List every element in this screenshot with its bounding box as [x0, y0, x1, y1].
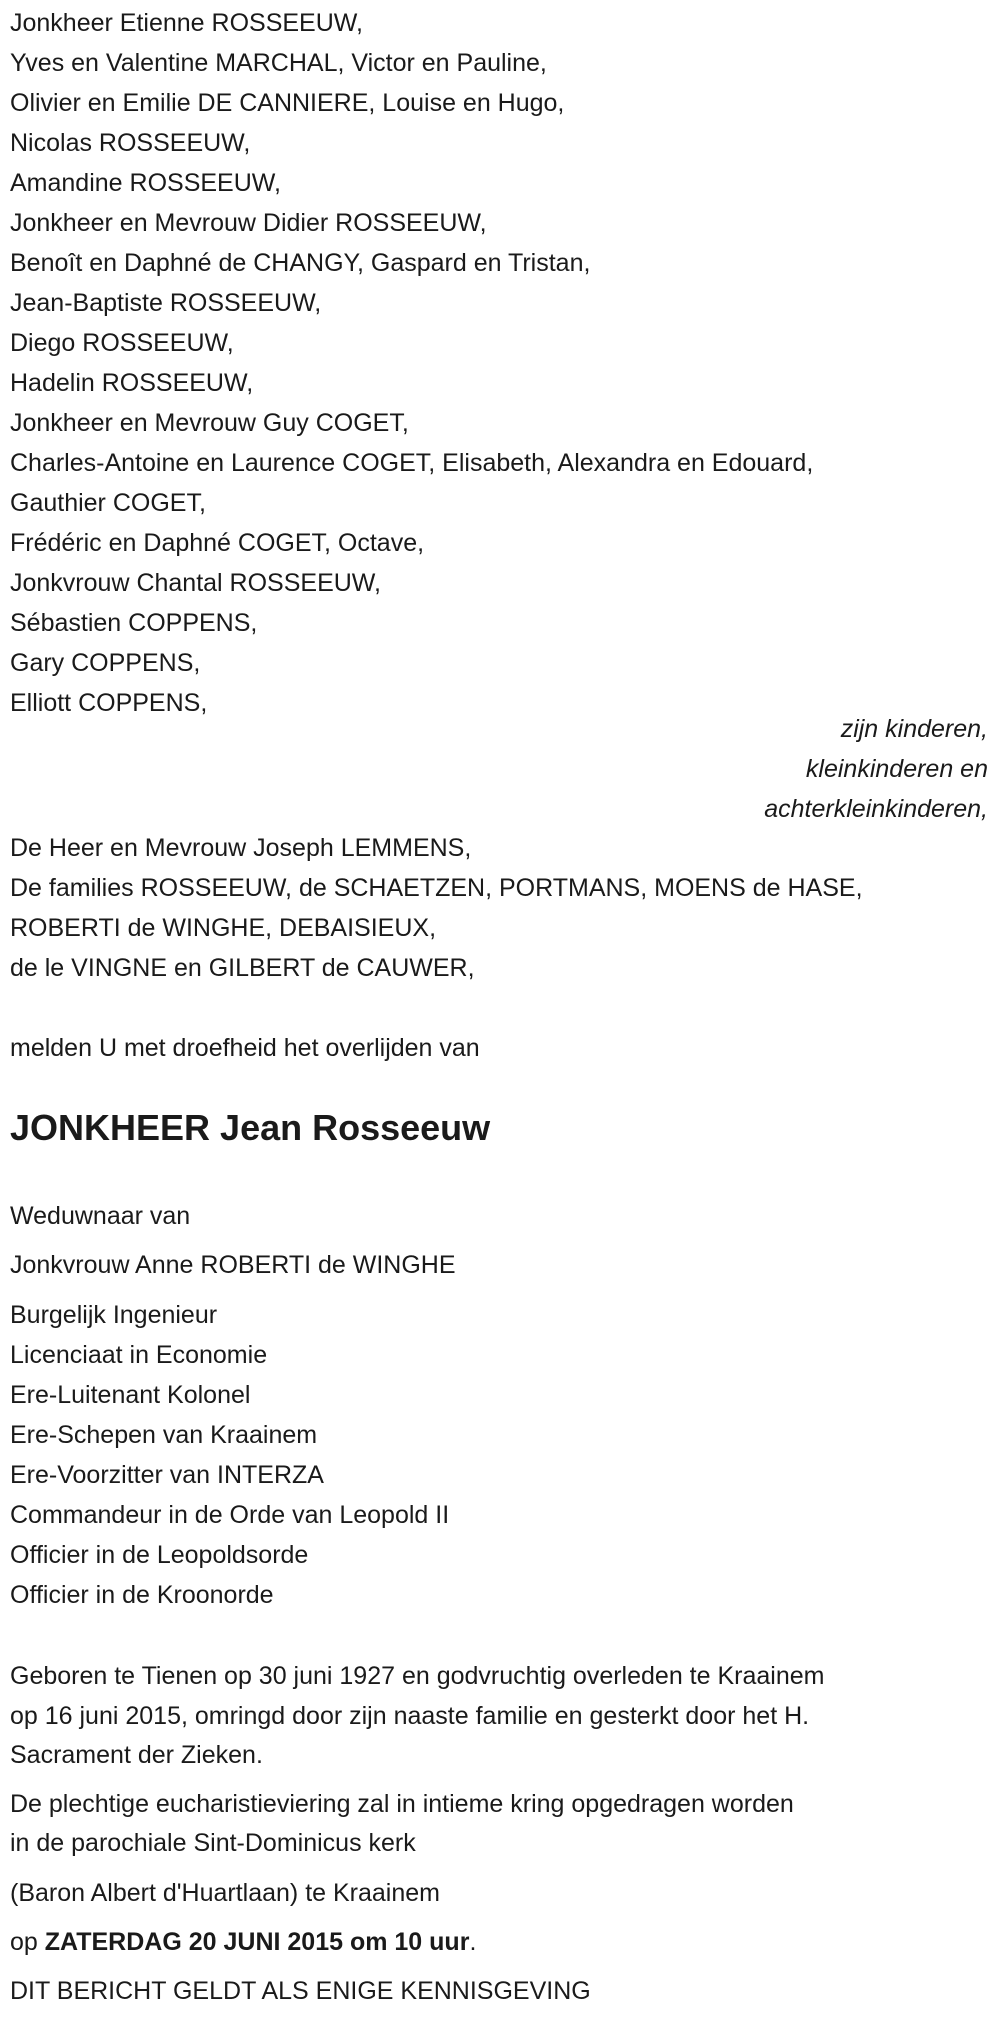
relation-line: kleinkinderen en: [805, 755, 988, 783]
title-line: Ere-Luitenant Kolonel: [10, 1381, 251, 1409]
family-line: Diego ROSSEEUW,: [10, 329, 234, 357]
family-line: Yves en Valentine MARCHAL, Victor en Pauline,: [10, 49, 547, 77]
ceremony-date-line: [10, 1927, 476, 1957]
family-line: Jean-Baptiste ROSSEEUW,: [10, 289, 322, 317]
paragraph-line: op 16 juni 2015, omringd door zijn naaste familie en gesterkt door het H.: [10, 1702, 810, 1730]
relation-line: achterkleinkinderen,: [764, 795, 988, 823]
title-line: Officier in de Leopoldsorde: [10, 1541, 309, 1569]
others-line: ROBERTI de WINGHE, DEBAISIEUX,: [10, 914, 437, 942]
others-line: De families ROSSEEUW, de SCHAETZEN, PORTMANS, MOENS de HASE,: [10, 874, 863, 902]
others-line: de le VINGNE en GILBERT de CAUWER,: [10, 954, 475, 982]
family-line: Sébastien COPPENS,: [10, 609, 258, 637]
spouse-name: Jonkvrouw Anne ROBERTI de WINGHE: [10, 1251, 456, 1279]
family-line: Elliott COPPENS,: [10, 689, 208, 717]
family-line: Jonkvrouw Chantal ROSSEEUW,: [10, 569, 381, 597]
family-line: Gary COPPENS,: [10, 649, 201, 677]
family-line: Jonkheer en Mevrouw Didier ROSSEEUW,: [10, 209, 487, 237]
ceremony-date: ZATERDAG 20 JUNI 2015 om 10 uur: [44, 1928, 470, 1956]
date-prefix: op: [10, 1928, 45, 1956]
family-line: Frédéric en Daphné COGET, Octave,: [10, 529, 425, 557]
paragraph-line: Sacrament der Zieken.: [10, 1741, 263, 1769]
family-line: Olivier en Emilie DE CANNIERE, Louise en Hugo,: [10, 89, 565, 117]
announcement: melden U met droefheid het overlijden van: [10, 1034, 480, 1062]
family-line: Charles-Antoine en Laurence COGET, Elisabeth, Alexandra en Edouard,: [10, 449, 814, 477]
date-suffix: .: [469, 1928, 477, 1956]
title-line: Ere-Schepen van Kraainem: [10, 1421, 318, 1449]
family-line: Benoît en Daphné de CHANGY, Gaspard en Tristan,: [10, 249, 591, 277]
relation-line: zijn kinderen,: [840, 715, 988, 743]
paragraph-line: in de parochiale Sint-Dominicus kerk: [10, 1829, 416, 1857]
family-line: Amandine ROSSEEUW,: [10, 169, 281, 197]
family-line: Jonkheer Etienne ROSSEEUW,: [10, 9, 363, 37]
title-line: Ere-Voorzitter van INTERZA: [10, 1461, 324, 1489]
family-line: Gauthier COGET,: [10, 489, 206, 517]
widower-label: Weduwnaar van: [10, 1202, 191, 1230]
notice: DIT BERICHT GELDT ALS ENIGE KENNISGEVING: [10, 1977, 591, 2005]
family-line: Hadelin ROSSEEUW,: [10, 369, 254, 397]
others-line: De Heer en Mevrouw Joseph LEMMENS,: [10, 834, 472, 862]
paragraph-line: Geboren te Tienen op 30 juni 1927 en godvruchtig overleden te Kraainem: [10, 1662, 825, 1690]
title-line: Officier in de Kroonorde: [10, 1581, 274, 1609]
family-line: Jonkheer en Mevrouw Guy COGET,: [10, 409, 409, 437]
title-line: Commandeur in de Orde van Leopold II: [10, 1501, 450, 1529]
deceased-name: JONKHEER Jean Rosseeuw: [10, 1107, 491, 1148]
paragraph-line: De plechtige eucharistieviering zal in intieme kring opgedragen worden: [10, 1790, 794, 1818]
title-line: Burgelijk Ingenieur: [10, 1301, 218, 1329]
title-line: Licenciaat in Economie: [10, 1341, 268, 1369]
family-line: Nicolas ROSSEEUW,: [10, 129, 251, 157]
address-line: (Baron Albert d'Huartlaan) te Kraainem: [10, 1879, 440, 1907]
